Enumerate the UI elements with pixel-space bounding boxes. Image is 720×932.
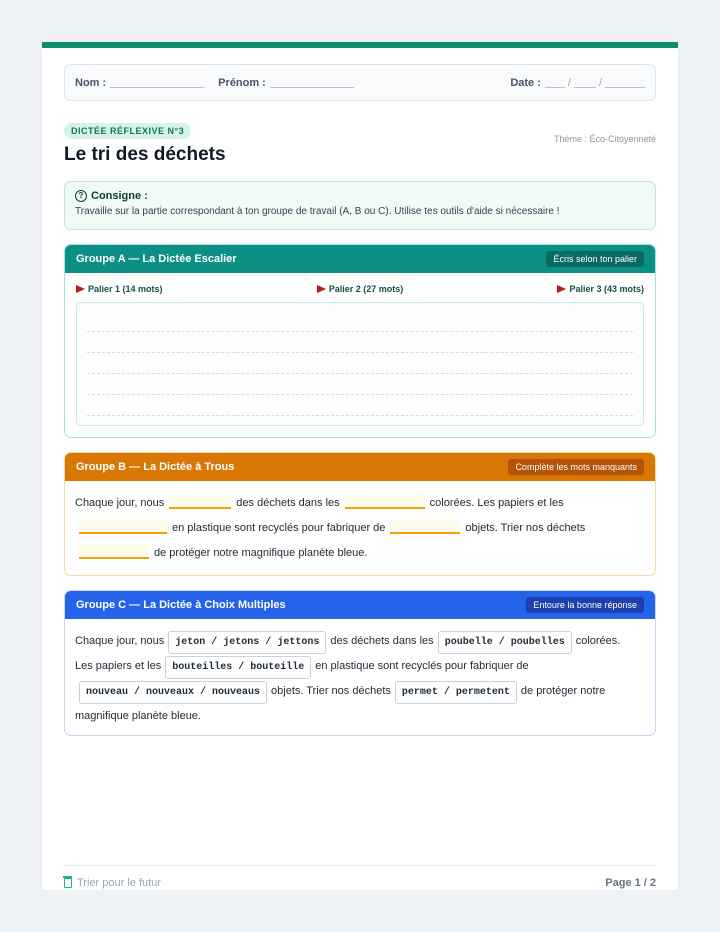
group-c-card	[64, 590, 656, 736]
date-field[interactable]	[510, 77, 645, 89]
text-segment: colorées. Les papiers et les	[429, 497, 564, 509]
text-segment: magnifique planète bleue.	[75, 710, 201, 722]
prenom-field[interactable]	[218, 77, 354, 89]
prenom-label: Prénom :	[218, 76, 266, 89]
instructions-box	[64, 181, 656, 230]
date-month-line[interactable]	[574, 78, 596, 88]
instructions-title: Consigne :	[91, 190, 148, 202]
page-footer	[64, 865, 656, 889]
trash-bin-icon	[64, 878, 72, 888]
writing-line[interactable]	[87, 395, 633, 416]
writing-area[interactable]	[76, 302, 644, 426]
theme-label: Thème : Éco-Citoyenneté	[553, 134, 656, 144]
worksheet-header	[64, 121, 656, 165]
choice-box[interactable]: jeton / jetons / jettons	[168, 631, 326, 654]
flag-icon	[317, 285, 326, 293]
group-c-text	[65, 619, 655, 736]
text-segment: objets. Trier nos déchets	[465, 522, 586, 534]
writing-line[interactable]	[87, 374, 633, 395]
palier-2-label: Palier 2 (27 mots)	[328, 284, 404, 294]
writing-line[interactable]	[87, 311, 633, 332]
blank-field[interactable]	[79, 545, 149, 559]
paliers-row	[65, 273, 655, 294]
dictation-badge: DICTÉE RÉFLEXIVE N°3	[64, 123, 191, 139]
group-b-header	[65, 453, 655, 481]
group-c-title: Groupe C — La Dictée à Choix Multiples	[76, 599, 286, 611]
group-b-card	[64, 452, 656, 576]
text-segment: des déchets dans les	[330, 635, 434, 647]
page-title: Le tri des déchets	[64, 144, 226, 165]
blank-field[interactable]	[345, 495, 425, 509]
flag-icon	[76, 285, 85, 293]
student-info-box	[64, 64, 656, 101]
group-a-pill: Écris selon ton palier	[546, 251, 644, 267]
top-accent-bar	[42, 42, 678, 48]
text-segment: colorées.	[575, 635, 621, 647]
text-segment: de protéger notre magnifique planète bleue.	[154, 547, 368, 559]
group-b-pill: Complète les mots manquants	[508, 459, 644, 475]
blank-field[interactable]	[390, 520, 460, 534]
footer-motto: Trier pour le futur	[77, 877, 161, 889]
worksheet-page	[42, 42, 678, 890]
palier-3-label: Palier 3 (43 mots)	[569, 284, 644, 294]
group-c-header	[65, 591, 655, 619]
nom-label: Nom :	[75, 76, 107, 89]
text-segment: Les papiers et les	[75, 660, 162, 672]
date-day-line[interactable]	[545, 78, 565, 88]
instructions-title-row	[75, 190, 645, 202]
choice-box[interactable]: poubelle / poubelles	[438, 631, 572, 654]
group-a-card	[64, 244, 656, 438]
text-segment: en plastique sont recyclés pour fabriquer de	[172, 522, 386, 534]
text-segment: en plastique sont recyclés pour fabriquer de	[315, 660, 529, 672]
palier-3	[557, 284, 644, 294]
palier-1	[76, 284, 163, 294]
nom-field[interactable]	[75, 77, 204, 89]
choice-box[interactable]: nouveau / nouveaux / nouveaus	[79, 681, 267, 704]
writing-line[interactable]	[87, 332, 633, 353]
group-a-header	[65, 245, 655, 273]
instructions-text: Travaille sur la partie correspondant à ton groupe de travail (A, B ou C). Utilise tes outils d'aide si nécessaire !	[75, 206, 560, 217]
group-b-title: Groupe B — La Dictée à Trous	[76, 461, 235, 473]
group-c-pill: Entoure la bonne réponse	[526, 597, 644, 613]
writing-line[interactable]	[87, 353, 633, 374]
text-segment: Chaque jour, nous	[75, 497, 165, 509]
nom-line[interactable]	[110, 78, 204, 88]
blank-field[interactable]	[79, 520, 167, 534]
page-number: Page 1 / 2	[605, 877, 656, 889]
text-segment: Chaque jour, nous	[75, 635, 165, 647]
palier-2	[317, 284, 404, 294]
choice-box[interactable]: bouteilles / bouteille	[165, 656, 311, 679]
footer-left	[64, 877, 161, 889]
blank-field[interactable]	[169, 495, 231, 509]
palier-1-label: Palier 1 (14 mots)	[88, 284, 163, 294]
date-year-line[interactable]	[605, 78, 645, 88]
text-segment: de protéger notre	[520, 685, 606, 697]
text-segment: objets. Trier nos déchets	[271, 685, 391, 697]
group-a-title: Groupe A — La Dictée Escalier	[76, 253, 237, 265]
choice-box[interactable]: permet / permetent	[395, 681, 517, 704]
group-b-text	[65, 481, 655, 576]
text-segment: des déchets dans les	[236, 497, 340, 509]
date-separator: /	[598, 76, 602, 89]
question-circle-icon: ?	[75, 190, 87, 202]
date-separator: /	[567, 76, 571, 89]
date-label: Date :	[510, 76, 541, 89]
flag-icon	[557, 285, 566, 293]
prenom-line[interactable]	[270, 78, 354, 88]
